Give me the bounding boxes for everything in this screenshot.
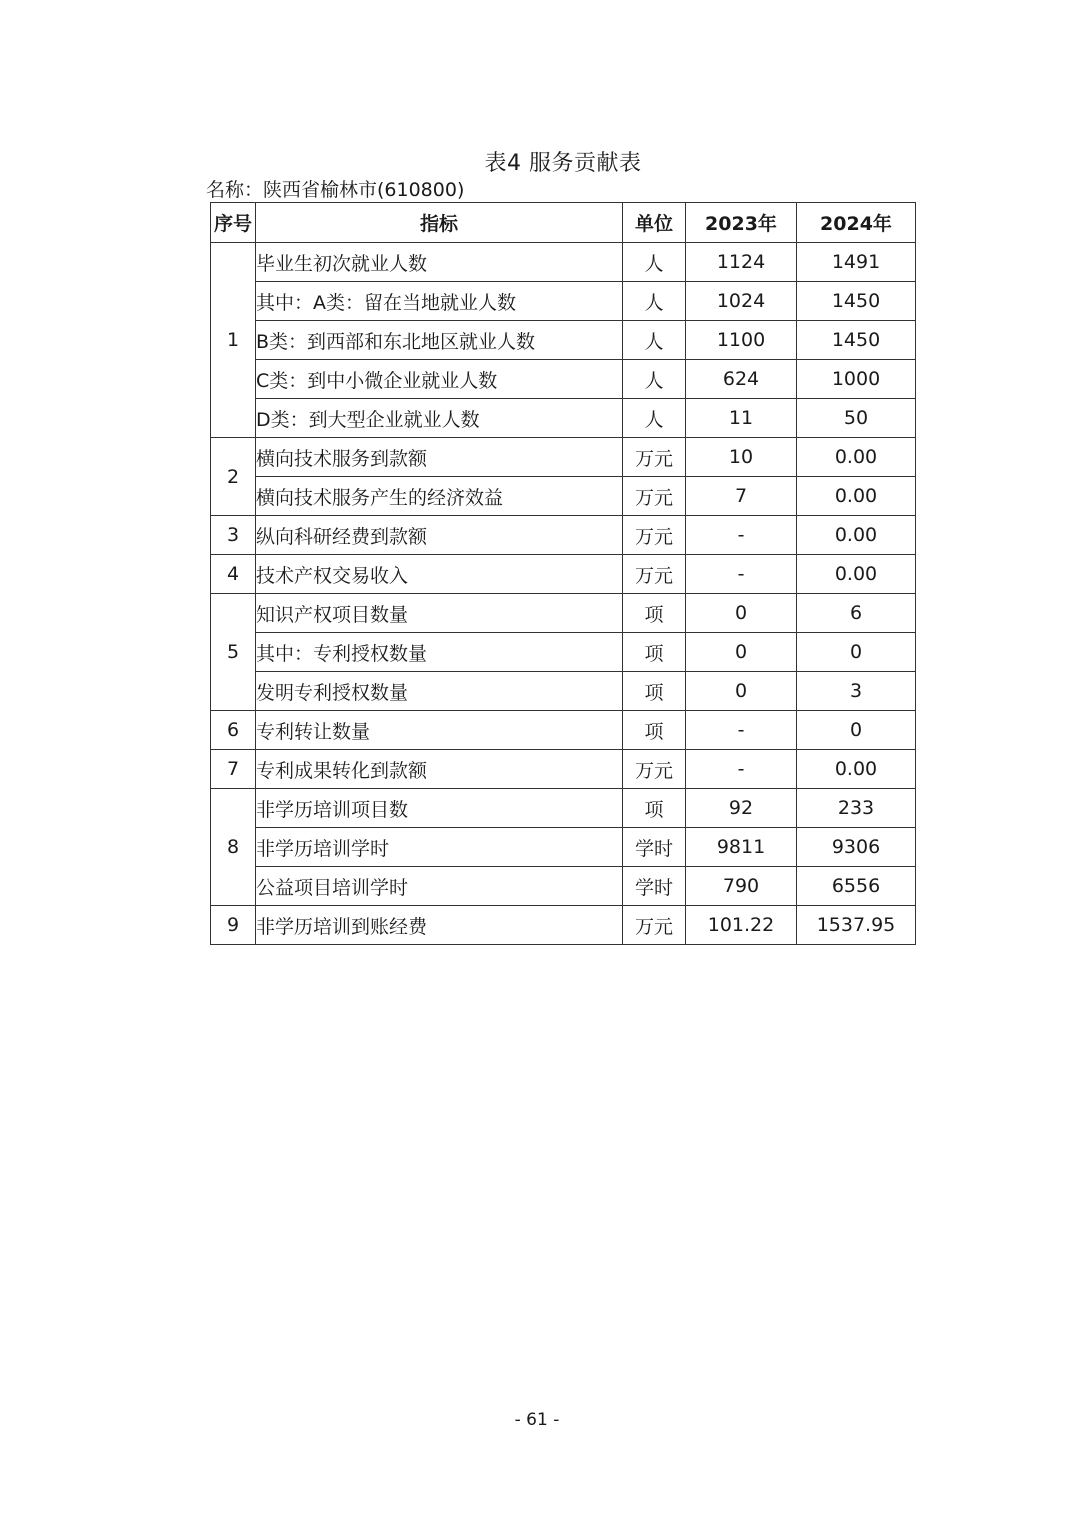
header-2024: 2024年 bbox=[797, 203, 916, 243]
cell-value-2024: 50 bbox=[797, 399, 916, 438]
table-row bbox=[211, 711, 916, 750]
cell-unit: 万元 bbox=[623, 477, 686, 516]
header-indicator: 指标 bbox=[256, 203, 623, 243]
cell-unit: 学时 bbox=[623, 828, 686, 867]
cell-value-2023: 101.22 bbox=[686, 906, 797, 945]
cell-indicator: 横向技术服务到款额 bbox=[256, 438, 623, 477]
table-row bbox=[211, 438, 916, 477]
cell-indicator: 知识产权项目数量 bbox=[256, 594, 623, 633]
service-contribution-table bbox=[210, 202, 916, 945]
cell-value-2024: 0 bbox=[797, 633, 916, 672]
cell-unit: 项 bbox=[623, 633, 686, 672]
cell-value-2024: 233 bbox=[797, 789, 916, 828]
cell-indicator: 非学历培训到账经费 bbox=[256, 906, 623, 945]
table-row bbox=[211, 321, 916, 360]
cell-unit: 人 bbox=[623, 243, 686, 282]
page-title: 表4 服务贡献表 bbox=[484, 151, 642, 176]
header-unit: 单位 bbox=[623, 203, 686, 243]
table-row bbox=[211, 750, 916, 789]
cell-value-2024: 0.00 bbox=[797, 477, 916, 516]
page-number: - 61 - bbox=[514, 1410, 560, 1430]
cell-indicator: 公益项目培训学时 bbox=[256, 867, 623, 906]
table-row bbox=[211, 789, 916, 828]
cell-seq: 6 bbox=[211, 711, 256, 750]
cell-seq: 1 bbox=[211, 243, 256, 438]
cell-indicator: 纵向科研经费到款额 bbox=[256, 516, 623, 555]
cell-value-2023: - bbox=[686, 750, 797, 789]
cell-indicator: 发明专利授权数量 bbox=[256, 672, 623, 711]
cell-unit: 人 bbox=[623, 282, 686, 321]
table-header-row bbox=[211, 203, 916, 243]
cell-indicator: 非学历培训项目数 bbox=[256, 789, 623, 828]
table-row bbox=[211, 867, 916, 906]
header-seq: 序号 bbox=[211, 203, 256, 243]
cell-value-2024: 0.00 bbox=[797, 516, 916, 555]
cell-seq: 2 bbox=[211, 438, 256, 516]
cell-seq: 7 bbox=[211, 750, 256, 789]
cell-indicator: 毕业生初次就业人数 bbox=[256, 243, 623, 282]
header-2023: 2023年 bbox=[686, 203, 797, 243]
cell-value-2023: - bbox=[686, 711, 797, 750]
cell-value-2023: 10 bbox=[686, 438, 797, 477]
cell-unit: 人 bbox=[623, 360, 686, 399]
table-body bbox=[211, 243, 916, 945]
cell-indicator: 其中：专利授权数量 bbox=[256, 633, 623, 672]
cell-value-2024: 3 bbox=[797, 672, 916, 711]
cell-indicator: 专利成果转化到款额 bbox=[256, 750, 623, 789]
cell-unit: 人 bbox=[623, 321, 686, 360]
cell-value-2023: - bbox=[686, 555, 797, 594]
table-row bbox=[211, 828, 916, 867]
cell-value-2023: 624 bbox=[686, 360, 797, 399]
cell-value-2023: 0 bbox=[686, 633, 797, 672]
cell-indicator: 非学历培训学时 bbox=[256, 828, 623, 867]
cell-indicator: 技术产权交易收入 bbox=[256, 555, 623, 594]
cell-unit: 万元 bbox=[623, 555, 686, 594]
cell-value-2024: 0.00 bbox=[797, 750, 916, 789]
cell-value-2023: - bbox=[686, 516, 797, 555]
cell-unit: 学时 bbox=[623, 867, 686, 906]
cell-indicator: 横向技术服务产生的经济效益 bbox=[256, 477, 623, 516]
cell-value-2023: 11 bbox=[686, 399, 797, 438]
cell-value-2024: 1450 bbox=[797, 282, 916, 321]
cell-seq: 9 bbox=[211, 906, 256, 945]
table-row bbox=[211, 906, 916, 945]
cell-value-2023: 1100 bbox=[686, 321, 797, 360]
cell-unit: 项 bbox=[623, 711, 686, 750]
unit-name: 名称：陕西省榆林市(610800) bbox=[206, 179, 465, 201]
cell-value-2023: 7 bbox=[686, 477, 797, 516]
cell-unit: 万元 bbox=[623, 438, 686, 477]
cell-value-2023: 1024 bbox=[686, 282, 797, 321]
cell-value-2023: 1124 bbox=[686, 243, 797, 282]
table-row bbox=[211, 282, 916, 321]
cell-seq: 4 bbox=[211, 555, 256, 594]
table-row bbox=[211, 594, 916, 633]
cell-value-2024: 0.00 bbox=[797, 438, 916, 477]
cell-indicator: 其中：A类：留在当地就业人数 bbox=[256, 282, 623, 321]
cell-unit: 万元 bbox=[623, 750, 686, 789]
cell-value-2024: 0 bbox=[797, 711, 916, 750]
table-row bbox=[211, 555, 916, 594]
cell-value-2024: 1537.95 bbox=[797, 906, 916, 945]
table-row bbox=[211, 672, 916, 711]
table-row bbox=[211, 360, 916, 399]
table-row bbox=[211, 243, 916, 282]
cell-value-2024: 0.00 bbox=[797, 555, 916, 594]
cell-value-2023: 0 bbox=[686, 672, 797, 711]
cell-value-2024: 9306 bbox=[797, 828, 916, 867]
table-row bbox=[211, 399, 916, 438]
cell-unit: 万元 bbox=[623, 516, 686, 555]
cell-value-2023: 92 bbox=[686, 789, 797, 828]
cell-unit: 人 bbox=[623, 399, 686, 438]
cell-indicator: 专利转让数量 bbox=[256, 711, 623, 750]
cell-value-2024: 1450 bbox=[797, 321, 916, 360]
cell-value-2024: 1491 bbox=[797, 243, 916, 282]
cell-value-2024: 6 bbox=[797, 594, 916, 633]
cell-indicator: C类：到中小微企业就业人数 bbox=[256, 360, 623, 399]
cell-value-2024: 1000 bbox=[797, 360, 916, 399]
cell-unit: 项 bbox=[623, 594, 686, 633]
cell-value-2024: 6556 bbox=[797, 867, 916, 906]
cell-unit: 项 bbox=[623, 672, 686, 711]
cell-indicator: B类：到西部和东北地区就业人数 bbox=[256, 321, 623, 360]
cell-value-2023: 0 bbox=[686, 594, 797, 633]
table-row bbox=[211, 516, 916, 555]
cell-value-2023: 790 bbox=[686, 867, 797, 906]
table-row bbox=[211, 477, 916, 516]
cell-seq: 5 bbox=[211, 594, 256, 711]
cell-indicator: D类：到大型企业就业人数 bbox=[256, 399, 623, 438]
cell-value-2023: 9811 bbox=[686, 828, 797, 867]
cell-seq: 8 bbox=[211, 789, 256, 906]
cell-seq: 3 bbox=[211, 516, 256, 555]
table-row bbox=[211, 633, 916, 672]
cell-unit: 万元 bbox=[623, 906, 686, 945]
cell-unit: 项 bbox=[623, 789, 686, 828]
